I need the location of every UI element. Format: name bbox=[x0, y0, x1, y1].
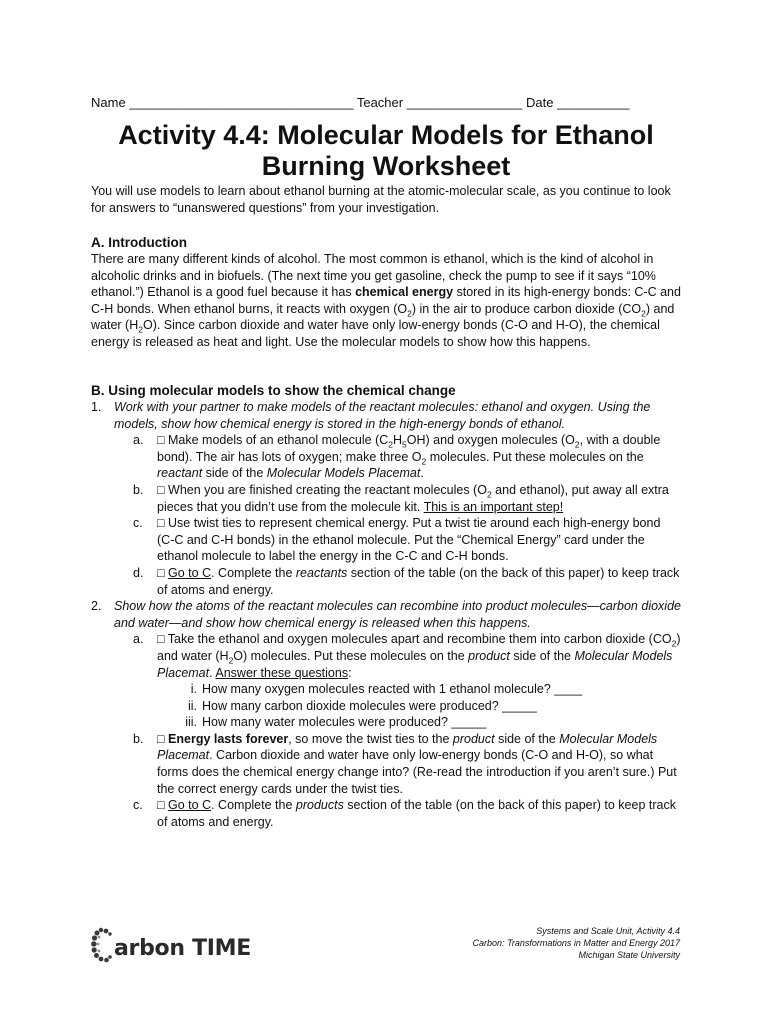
name-blank: _______________________________ bbox=[129, 95, 354, 110]
item-2a: a. □ Take the ethanol and oxygen molecules apart and recombine them into carbon dioxide $(CO_2)$ and water $(H_2O)$ molecules. Put these molecules on the product side of the Molecular Models Placemat. Answer these questions: bbox=[133, 632, 681, 680]
item-1: 1. Work with your partner to make models of the reactant molecules: ethanol and oxygen. Using the models, show how chemical energy is stored in the high-energy bonds of ethanol. bbox=[91, 400, 651, 431]
carbon-time-logo bbox=[91, 920, 251, 964]
question-ii: ii. How many carbon dioxide molecules were produced? _____ bbox=[187, 698, 537, 713]
section-b-heading: B. Using molecular models to show the chemical change bbox=[91, 383, 456, 398]
item-1b: b. □ When you are finished creating the reactant molecules ($O_2$ and ethanol), put away all extra pieces that you didn’t use from the molecule kit. This is an important step! bbox=[133, 482, 669, 514]
question-i: i. How many oxygen molecules reacted with 1 ethanol molecule? ____ bbox=[190, 682, 583, 697]
item-2c: c. □ Go to C. Complete the products section of the table (on the back of this paper) to keep track of atoms and energy. bbox=[133, 798, 676, 829]
carbon-c-logo-icon bbox=[91, 926, 113, 964]
item-2: 2. Show how the atoms of the reactant molecules can recombine into product molecules—carbon dioxide and water—and show how chemical energy is released when this happens. bbox=[91, 599, 681, 630]
teacher-blank: ________________ bbox=[406, 95, 523, 110]
date-blank: __________ bbox=[557, 95, 630, 110]
section-b bbox=[91, 382, 681, 830]
name-label: Name bbox=[91, 95, 126, 110]
section-a-heading: A. Introduction bbox=[91, 235, 187, 250]
footer-line-2: Carbon: Transformations in Matter and Energy 2017 bbox=[472, 938, 680, 948]
footer-credits bbox=[473, 925, 680, 961]
item-2b: b. □ Energy lasts forever, so move the twist ties to the product side of the Molecular Models Placemat. Carbon dioxide and water have only low-energy bonds (C-O and H-O), so what forms does the chemical energy change into? (Re-read the introduction if you aren’t sure.) Put the correct energy cards under the twist ties. bbox=[133, 731, 677, 796]
header-fields bbox=[91, 95, 681, 110]
date-label: Date bbox=[526, 95, 554, 110]
intro-paragraph: You will use models to learn about ethanol burning at the atomic-molecular scale, as you continue to look for answers to “unanswered questions” from your investigation. bbox=[91, 184, 671, 215]
logo-text: arbon TIME bbox=[114, 936, 251, 961]
item-1a: a. □ Make models of an ethanol molecule $(C_2H_5OH)$ and oxygen molecules ($O_2$, with a double bond). The air has lots of oxygen; make three $O_2$ molecules. Put these molecules on the reactant side of the Molecular Models Placemat. bbox=[133, 433, 661, 481]
section-a-paragraph: There are many different kinds of alcohol. The most common is ethanol, which is the kind of alcohol in alcoholic drinks and in biofuels. (The next time you get gasoline, check the pump to see if it says “10% ethanol.”) Ethanol is a good fuel because it has chemical energy stored in its high-energy bonds: C-C and C-H bonds. When ethanol burns, it reacts with oxygen $(O_2)$ in the air to produce carbon dioxide $(CO_2)$ and water $(H_2O)$. Since carbon dioxide and water have only low-energy bonds (C-O and H-O), the chemical energy is released as heat and light. Use the molecular models to show how this happens. bbox=[91, 252, 681, 349]
item-1d: d. □ Go to C. Complete the reactants section of the table (on the back of this paper) to keep track of atoms and energy. bbox=[133, 565, 680, 597]
teacher-label: Teacher bbox=[356, 95, 404, 110]
question-iii: iii. How many water molecules were produced? _____ bbox=[185, 715, 487, 730]
section-a bbox=[91, 234, 681, 351]
footer-line-3: Michigan State University bbox=[578, 950, 680, 960]
footer-line-1: Systems and Scale Unit, Activity 4.4 bbox=[536, 926, 680, 936]
item-1c: c. □ Use twist ties to represent chemical energy. Put a twist tie around each high-energy bond (C-C and C-H bonds) in the ethanol molecule. Put the “Chemical Energy” card under the ethanol molecule to label the energy in the C-C and C-H bonds. bbox=[133, 516, 661, 564]
page-title: Activity 4.4: Molecular Models for Ethanol Burning Worksheet bbox=[118, 120, 654, 181]
